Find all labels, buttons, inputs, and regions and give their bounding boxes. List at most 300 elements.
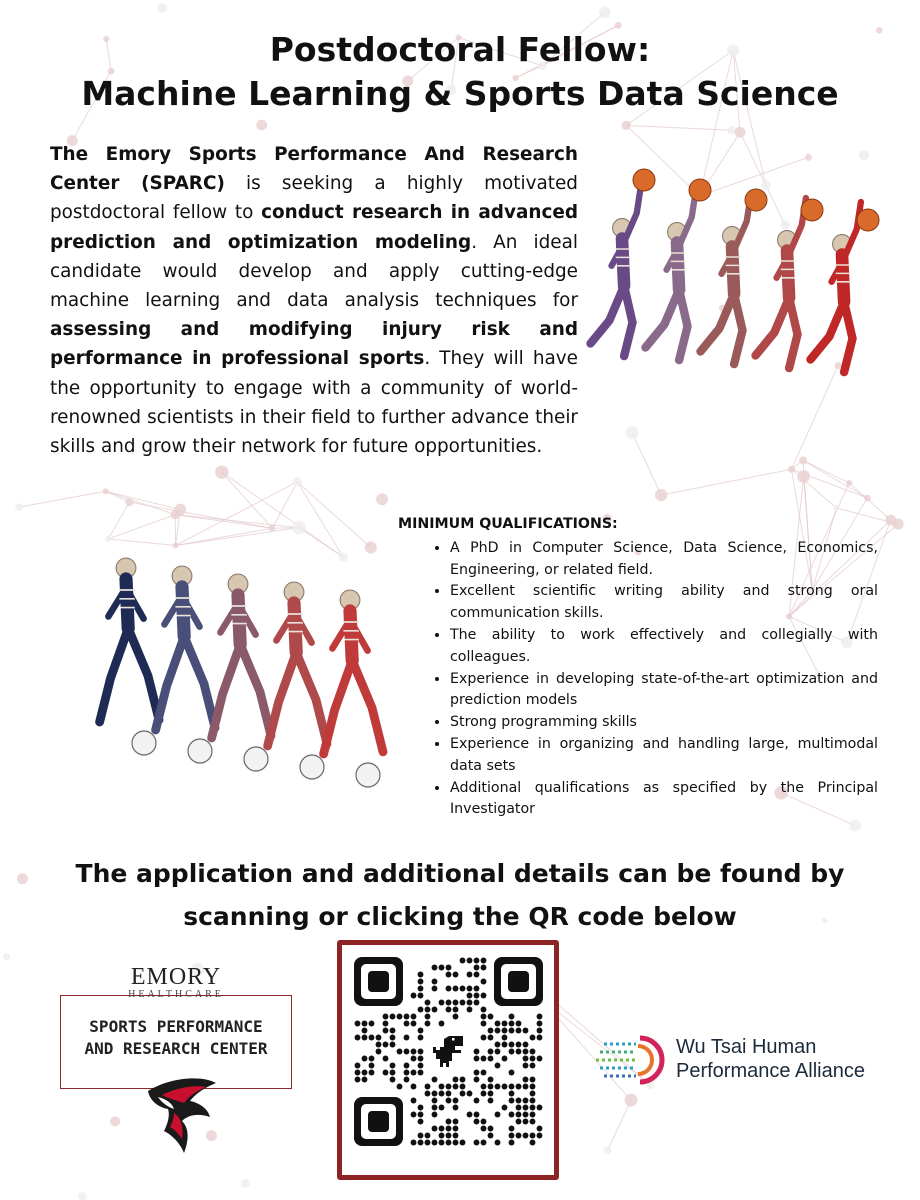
qr-module bbox=[390, 1028, 396, 1034]
intro-center-name: The Emory Sports Performance And Research Center (SPARC) bbox=[50, 144, 578, 195]
qr-module bbox=[460, 1077, 466, 1083]
qr-module bbox=[460, 1091, 466, 1097]
qr-module bbox=[509, 1098, 515, 1104]
network-node bbox=[292, 521, 306, 535]
wu-tsai-line-1: Wu Tsai Human bbox=[676, 1036, 817, 1058]
qr-module bbox=[404, 1049, 410, 1055]
figure-frame bbox=[156, 566, 215, 730]
qr-module bbox=[460, 1084, 466, 1090]
network-node bbox=[885, 515, 896, 526]
qr-module bbox=[425, 1000, 431, 1006]
qualification-item: • Strong programming skills bbox=[450, 712, 878, 734]
qr-module bbox=[481, 993, 487, 999]
qr-module bbox=[516, 1084, 522, 1090]
cta-line-1: The application and additional details can be found by bbox=[75, 859, 845, 888]
qr-module bbox=[523, 1049, 529, 1055]
figure-frame bbox=[701, 194, 751, 364]
qr-module bbox=[418, 1007, 424, 1013]
qr-finder-pattern bbox=[354, 1097, 403, 1146]
qr-module bbox=[481, 1035, 487, 1041]
qr-module bbox=[369, 1063, 375, 1069]
qr-module bbox=[495, 1049, 501, 1055]
qr-module bbox=[432, 1126, 438, 1132]
qr-module bbox=[404, 1070, 410, 1076]
qr-module bbox=[446, 1084, 452, 1090]
qr-module bbox=[446, 1091, 452, 1097]
network-edge bbox=[607, 1100, 631, 1150]
network-node bbox=[105, 536, 111, 542]
qr-module bbox=[369, 1070, 375, 1076]
qr-module bbox=[523, 1133, 529, 1139]
qr-module bbox=[523, 1028, 529, 1034]
qr-module bbox=[411, 1098, 417, 1104]
network-node bbox=[15, 503, 23, 511]
qr-module bbox=[523, 1042, 529, 1048]
qr-module bbox=[453, 1084, 459, 1090]
qr-module bbox=[467, 1112, 473, 1118]
qr-module bbox=[439, 1133, 445, 1139]
qr-module bbox=[446, 1140, 452, 1146]
intro-application-area: assessing and modifying injury risk and performance in professional sports bbox=[50, 319, 578, 370]
qr-module bbox=[530, 1056, 536, 1062]
qr-module bbox=[523, 1063, 529, 1069]
qr-module bbox=[495, 1140, 501, 1146]
qr-module bbox=[467, 1000, 473, 1006]
qr-module bbox=[509, 1091, 515, 1097]
qr-module bbox=[523, 1056, 529, 1062]
qr-module bbox=[502, 1084, 508, 1090]
qr-module bbox=[369, 1035, 375, 1041]
qr-module bbox=[411, 1056, 417, 1062]
qr-module bbox=[418, 1119, 424, 1125]
qr-module bbox=[474, 1140, 480, 1146]
qr-module bbox=[530, 1112, 536, 1118]
cta-line-2: scanning or clicking the QR code below bbox=[183, 902, 737, 931]
qr-module bbox=[397, 1014, 403, 1020]
qr-module bbox=[502, 1042, 508, 1048]
qr-code-icon[interactable] bbox=[342, 945, 554, 1175]
qr-module bbox=[474, 1077, 480, 1083]
network-edge bbox=[175, 515, 272, 529]
qr-module bbox=[516, 1112, 522, 1118]
qr-module bbox=[355, 1063, 361, 1069]
qr-module bbox=[383, 1056, 389, 1062]
qr-module bbox=[474, 958, 480, 964]
qualification-item: • Experience in organizing and handling large, multimodal data sets bbox=[450, 734, 878, 778]
title-line-1: Postdoctoral Fellow: bbox=[269, 30, 651, 69]
qr-module bbox=[537, 1035, 543, 1041]
qr-code-link[interactable] bbox=[337, 940, 559, 1180]
network-node bbox=[215, 465, 228, 478]
qr-module bbox=[460, 1000, 466, 1006]
network-edge bbox=[661, 469, 791, 495]
qr-module bbox=[474, 1098, 480, 1104]
qr-module bbox=[509, 1126, 515, 1132]
qr-module bbox=[474, 1070, 480, 1076]
qr-module bbox=[453, 1126, 459, 1132]
qr-module bbox=[502, 1056, 508, 1062]
qr-module bbox=[418, 1105, 424, 1111]
qr-module bbox=[488, 1084, 494, 1090]
qr-module bbox=[362, 1035, 368, 1041]
qr-module bbox=[481, 1014, 487, 1020]
qr-module bbox=[390, 1014, 396, 1020]
qr-module bbox=[362, 1021, 368, 1027]
qr-module bbox=[516, 1021, 522, 1027]
network-node bbox=[256, 120, 267, 131]
qr-module bbox=[411, 1049, 417, 1055]
network-edge bbox=[175, 515, 299, 528]
basketball-icon bbox=[689, 179, 711, 201]
network-node bbox=[3, 953, 10, 960]
qr-module bbox=[453, 1014, 459, 1020]
intro-text-2: . An ideal candidate would develop and apply cutting-edge machine learning and data analysis techniques for bbox=[50, 231, 578, 312]
qr-module bbox=[446, 1126, 452, 1132]
qr-module bbox=[467, 958, 473, 964]
qr-module bbox=[390, 1063, 396, 1069]
qr-module bbox=[488, 1133, 494, 1139]
qr-module bbox=[530, 1077, 536, 1083]
network-node bbox=[864, 495, 871, 502]
emory-sparc-logo bbox=[60, 965, 292, 1165]
qr-module bbox=[488, 1035, 494, 1041]
network-edge bbox=[297, 482, 343, 557]
qr-module bbox=[509, 1014, 515, 1020]
figure-frame bbox=[100, 558, 159, 722]
qualifications-list bbox=[398, 538, 878, 821]
soccer-ball-icon bbox=[244, 747, 268, 771]
qr-module bbox=[488, 1077, 494, 1083]
call-to-action bbox=[0, 852, 920, 938]
qr-module bbox=[460, 1140, 466, 1146]
qr-module bbox=[481, 1091, 487, 1097]
qualifications-section bbox=[398, 514, 878, 821]
qr-module bbox=[425, 1133, 431, 1139]
qr-module bbox=[488, 1098, 494, 1104]
qr-module bbox=[453, 1098, 459, 1104]
qr-module bbox=[446, 1133, 452, 1139]
network-node bbox=[599, 7, 610, 18]
qr-module bbox=[467, 1091, 473, 1097]
intro-text-1: is seeking a highly motivated postdoctoral fellow to bbox=[50, 173, 578, 224]
qr-module bbox=[355, 1070, 361, 1076]
qr-module bbox=[502, 1028, 508, 1034]
network-edge bbox=[106, 491, 176, 514]
soccer-ball-icon bbox=[132, 731, 156, 755]
qr-module bbox=[390, 1035, 396, 1041]
qr-module bbox=[439, 1000, 445, 1006]
qr-module bbox=[404, 1014, 410, 1020]
soccer-ball-icon bbox=[300, 755, 324, 779]
qr-module bbox=[523, 1105, 529, 1111]
qr-module bbox=[383, 1042, 389, 1048]
network-node bbox=[125, 498, 133, 506]
qr-module bbox=[537, 1126, 543, 1132]
qr-module bbox=[439, 1105, 445, 1111]
network-edge bbox=[108, 515, 175, 539]
network-node bbox=[797, 470, 810, 483]
qr-module bbox=[446, 1007, 452, 1013]
network-node bbox=[241, 1179, 250, 1188]
qr-module bbox=[432, 1007, 438, 1013]
qr-module bbox=[446, 986, 452, 992]
soccer-ball-icon bbox=[188, 739, 212, 763]
emory-wordmark: EMORY bbox=[130, 964, 222, 990]
qualification-item: • The ability to work effectively and collegially with colleagues. bbox=[450, 625, 878, 669]
qr-module bbox=[425, 1007, 431, 1013]
qr-module bbox=[530, 1119, 536, 1125]
soccer-skeleton-figure bbox=[76, 548, 396, 788]
qr-module bbox=[537, 1056, 543, 1062]
qr-module bbox=[516, 1133, 522, 1139]
qr-module bbox=[418, 993, 424, 999]
qr-module bbox=[404, 1077, 410, 1083]
network-edge bbox=[108, 539, 175, 545]
qr-module bbox=[481, 979, 487, 985]
sparc-line-1: SPORTS PERFORMANCE bbox=[89, 1017, 263, 1036]
qr-module bbox=[411, 1112, 417, 1118]
qr-module bbox=[481, 1140, 487, 1146]
qr-module bbox=[439, 1021, 445, 1027]
qr-module bbox=[397, 1084, 403, 1090]
qr-module bbox=[453, 1007, 459, 1013]
figure-frame bbox=[591, 186, 641, 356]
network-node bbox=[292, 477, 302, 487]
qualification-item: • Excellent scientific writing ability and strong oral communication skills. bbox=[450, 581, 878, 625]
qr-module bbox=[516, 1042, 522, 1048]
qr-module bbox=[425, 1084, 431, 1090]
network-node bbox=[622, 121, 631, 130]
network-node bbox=[805, 154, 812, 161]
qr-module bbox=[411, 1014, 417, 1020]
qr-module bbox=[404, 1035, 410, 1041]
network-edge bbox=[176, 528, 299, 546]
dinosaur-icon bbox=[433, 1036, 463, 1067]
qr-module bbox=[418, 1140, 424, 1146]
qr-module bbox=[432, 1091, 438, 1097]
qr-module bbox=[446, 1119, 452, 1125]
qr-module bbox=[530, 1105, 536, 1111]
qr-module bbox=[488, 1056, 494, 1062]
qr-module bbox=[397, 1049, 403, 1055]
wu-tsai-line-2: Performance Alliance bbox=[676, 1060, 865, 1082]
qr-module bbox=[474, 972, 480, 978]
qr-module bbox=[418, 972, 424, 978]
qr-module bbox=[383, 1014, 389, 1020]
qualification-item: • A PhD in Computer Science, Data Science, Economics, Engineering, or related field. bbox=[450, 538, 878, 582]
qr-module bbox=[495, 1021, 501, 1027]
qr-module bbox=[362, 1028, 368, 1034]
figure-frame bbox=[646, 190, 696, 360]
qr-module bbox=[495, 1042, 501, 1048]
qr-module bbox=[474, 1049, 480, 1055]
qr-module bbox=[446, 1000, 452, 1006]
network-node bbox=[859, 150, 869, 160]
title-line-2: Machine Learning & Sports Data Science bbox=[81, 74, 839, 113]
qr-module bbox=[530, 1140, 536, 1146]
page-title bbox=[0, 28, 920, 116]
network-node bbox=[78, 1192, 87, 1200]
qr-module bbox=[432, 986, 438, 992]
basketball-icon bbox=[801, 199, 823, 221]
qr-module bbox=[411, 1021, 417, 1027]
qr-module bbox=[383, 1021, 389, 1027]
qr-module bbox=[418, 1133, 424, 1139]
qr-module bbox=[495, 1063, 501, 1069]
qr-module bbox=[530, 1098, 536, 1104]
qr-module bbox=[481, 1021, 487, 1027]
network-node bbox=[833, 505, 839, 511]
qr-module bbox=[460, 958, 466, 964]
qr-module bbox=[432, 1140, 438, 1146]
sparc-line-2: AND RESEARCH CENTER bbox=[84, 1039, 268, 1058]
network-node bbox=[157, 3, 167, 13]
qr-module bbox=[446, 972, 452, 978]
network-node bbox=[174, 504, 186, 516]
qr-module bbox=[488, 1014, 494, 1020]
qr-module bbox=[467, 986, 473, 992]
qr-module bbox=[453, 1077, 459, 1083]
qr-module bbox=[390, 1042, 396, 1048]
network-node bbox=[269, 525, 276, 532]
qr-module bbox=[418, 986, 424, 992]
qr-module bbox=[453, 986, 459, 992]
figure-frame bbox=[212, 574, 271, 738]
qr-module bbox=[509, 1042, 515, 1048]
qr-module bbox=[523, 1119, 529, 1125]
qr-module bbox=[537, 1133, 543, 1139]
qr-module bbox=[453, 1133, 459, 1139]
qr-module bbox=[453, 1000, 459, 1006]
intro-research-focus: conduct research in advanced prediction and optimization modeling bbox=[50, 202, 578, 253]
qr-module bbox=[453, 1140, 459, 1146]
qr-module bbox=[523, 1112, 529, 1118]
qr-module bbox=[509, 1133, 515, 1139]
qr-module bbox=[439, 1084, 445, 1090]
qr-module bbox=[530, 1035, 536, 1041]
qr-module bbox=[481, 965, 487, 971]
falcon-icon bbox=[140, 1073, 220, 1161]
qr-module bbox=[355, 1021, 361, 1027]
qualification-item: • Additional qualifications as specified by the Principal Investigator bbox=[450, 778, 878, 822]
qr-module bbox=[502, 1105, 508, 1111]
intro-text-3: . They will have the opportunity to engage with a community of world-renowned scientists in their field to further advance their skills and grow their network for future opportunities. bbox=[50, 348, 578, 458]
qr-finder-pattern bbox=[354, 957, 403, 1006]
qr-module bbox=[488, 1126, 494, 1132]
network-node bbox=[846, 480, 852, 486]
qr-module bbox=[523, 1098, 529, 1104]
qr-module bbox=[411, 1084, 417, 1090]
qr-module bbox=[467, 1007, 473, 1013]
qr-module bbox=[488, 1091, 494, 1097]
qr-module bbox=[362, 1056, 368, 1062]
qr-module bbox=[509, 1028, 515, 1034]
network-node bbox=[735, 127, 746, 138]
qr-module bbox=[467, 972, 473, 978]
figure-frame bbox=[811, 202, 861, 372]
network-node bbox=[376, 493, 388, 505]
qr-module bbox=[495, 1084, 501, 1090]
qr-module bbox=[509, 1140, 515, 1146]
qr-module bbox=[523, 1084, 529, 1090]
qr-module bbox=[453, 1105, 459, 1111]
basketball-icon bbox=[857, 209, 879, 231]
qualification-item: • Experience in developing state-of-the-art optimization and prediction models bbox=[450, 669, 878, 713]
qr-module bbox=[355, 1077, 361, 1083]
qr-module bbox=[411, 1140, 417, 1146]
qr-module bbox=[509, 1112, 515, 1118]
qr-module bbox=[516, 1098, 522, 1104]
qr-module bbox=[488, 1049, 494, 1055]
qr-module bbox=[432, 1112, 438, 1118]
qr-module bbox=[509, 1049, 515, 1055]
qr-module bbox=[488, 1028, 494, 1034]
qr-finder-pattern bbox=[494, 957, 543, 1006]
figure-frame bbox=[756, 198, 806, 368]
qr-module bbox=[432, 979, 438, 985]
qr-module bbox=[376, 1049, 382, 1055]
qr-module bbox=[439, 965, 445, 971]
qr-module bbox=[432, 1105, 438, 1111]
qr-module bbox=[481, 1119, 487, 1125]
qr-module bbox=[418, 979, 424, 985]
qualifications-heading: MINIMUM QUALIFICATIONS: bbox=[398, 516, 618, 532]
qr-module bbox=[446, 965, 452, 971]
qr-module bbox=[446, 1098, 452, 1104]
qr-module bbox=[481, 1070, 487, 1076]
figure-frame bbox=[268, 582, 327, 746]
qr-module bbox=[474, 993, 480, 999]
qr-module bbox=[495, 1112, 501, 1118]
qr-module bbox=[390, 1070, 396, 1076]
qr-module bbox=[502, 1021, 508, 1027]
qr-module bbox=[537, 1014, 543, 1020]
qr-module bbox=[481, 1056, 487, 1062]
qr-module bbox=[523, 1077, 529, 1083]
qr-module bbox=[509, 1070, 515, 1076]
qr-module bbox=[362, 1077, 368, 1083]
qr-module bbox=[481, 1084, 487, 1090]
qr-module bbox=[418, 1035, 424, 1041]
network-node bbox=[103, 488, 109, 494]
qr-module bbox=[474, 1056, 480, 1062]
network-node bbox=[655, 489, 667, 501]
qr-module bbox=[418, 1028, 424, 1034]
qr-module bbox=[516, 1119, 522, 1125]
qr-module bbox=[432, 1098, 438, 1104]
qr-module bbox=[439, 1140, 445, 1146]
qr-module bbox=[537, 1021, 543, 1027]
qr-module bbox=[425, 1014, 431, 1020]
network-node bbox=[727, 126, 735, 134]
qr-module bbox=[404, 1021, 410, 1027]
qr-module bbox=[425, 1021, 431, 1027]
intro-paragraph bbox=[50, 140, 578, 461]
network-node bbox=[604, 1146, 612, 1154]
qr-module bbox=[481, 1007, 487, 1013]
qr-module bbox=[474, 1112, 480, 1118]
qr-module bbox=[516, 1049, 522, 1055]
qr-module bbox=[530, 1063, 536, 1069]
qr-module bbox=[404, 1063, 410, 1069]
qr-module bbox=[390, 1077, 396, 1083]
wu-tsai-logo-icon bbox=[596, 1034, 668, 1086]
qr-module bbox=[418, 1112, 424, 1118]
qr-module bbox=[453, 972, 459, 978]
qr-module bbox=[432, 1077, 438, 1083]
qr-module bbox=[418, 1063, 424, 1069]
qr-module bbox=[495, 1028, 501, 1034]
